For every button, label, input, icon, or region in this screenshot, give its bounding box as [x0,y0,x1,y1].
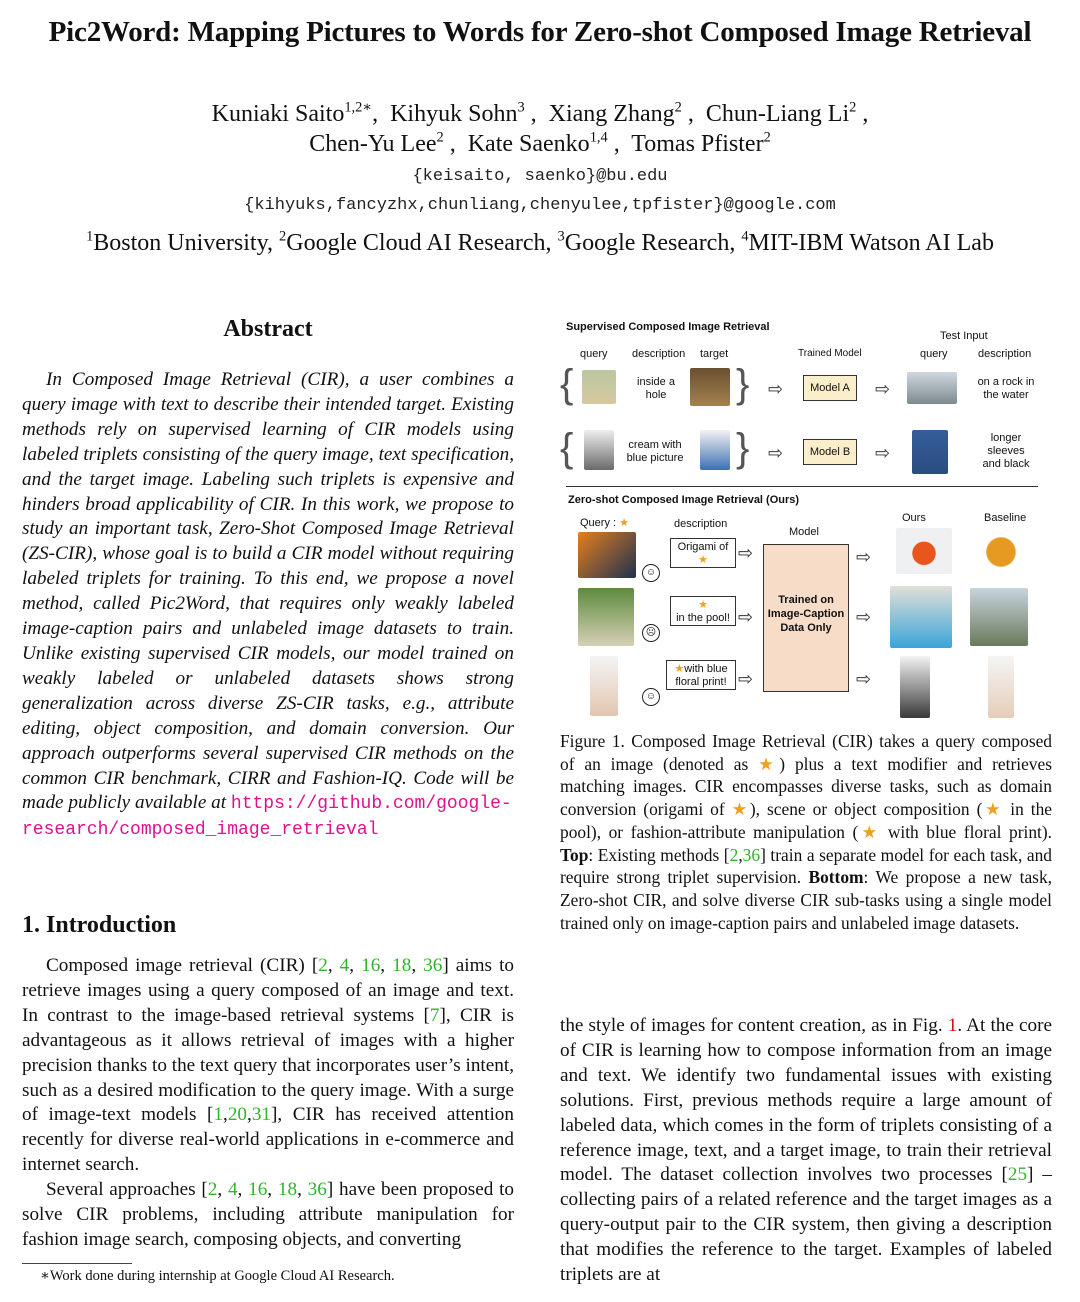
dog-baseline-image [970,588,1028,646]
arrow-icon: ⇨ [856,547,872,567]
fig-zs-description-label: description [674,518,728,530]
abstract-text: In Composed Image Retrieval (CIR), a user combines a query image with text to describe their intended target. Existing methods rely on supervised learning of CIR models using labeled triplets consisting of the query image, text specification, and the target image. Labeling such triplets is expensive and hinders broad applicability of CIR. In this work, we propose to study an important task, Zero-Shot Composed Image Retrieval (ZS-CIR), whose goal is to build a CIR model without requiring labeled triplets for training. To this end, we propose a novel method, called Pic2Word, that requires only weakly labeled image-caption pairs and unlabeled image datasets to train. Unlike existing supervised CIR models, our model trained on weakly labeled or unlabeled datasets shows strong generalization across diverse ZS-CIR tasks, e.g., attribute editing, object composition, and domain conversion. Our approach outperforms several supervised CIR methods on the common CIR benchmark, CIRR and Fashion-IQ. Code will be made publicly available at https://github.com/google- research/composed_image_retrieval [22,369,514,841]
section-heading-introduction: 1. Introduction [22,912,177,938]
star-icon: ★ [982,799,1004,820]
author: Xiang Zhang [548,101,675,127]
fig-col-description: description [632,348,686,360]
origami-result-image [896,528,952,574]
trained-model-box: Trained on Image-Caption Data Only [763,544,849,692]
star-icon: ★ [698,599,708,611]
fig-zs-query-label: Query : ★ [580,517,630,529]
dress-query-image [590,656,618,716]
arrow-icon: ⇨ [875,379,891,399]
fig-col-target: target [700,348,729,360]
goldfish-baseline-image [972,524,1030,580]
fig-supervised-title: Supervised Composed Image Retrieval [566,321,770,333]
row1-description: inside a hole [637,376,675,401]
arrow-icon: ⇨ [738,669,754,689]
dog-on-rock-image [907,372,957,404]
star-icon: ★ [619,517,630,529]
email-line-2: {kihyuks,fancyzhx,chunliang,chenyulee,tpfister}@google.com [244,196,836,215]
intro-paragraph-1: Composed image retrieval (CIR) [2, 4, 16, 18, 36] aims to retrieve images using a query composed of an image and text. In contrast to the image-based retrieval systems [7], CIR is advantageous as it allows retrieval of images with a higher precision thanks to the text query that incorporates user’s intent, such as a desired modification to the query image. With a surge of image-text models [1,20,31], CIR has received attention recently for diverse real-world applications in e-commerce and internet search. Several approaches [2, 4, 16, 18, 36] have been proposed to solve CIR problems, including attribute manipulation for fashion image search, composing objects, and converting [22,955,515,1250]
author-line-1: Kuniaki Saito$^{1,2∗}$, Kihyuk Sohn$^3$ , Xiang Zhang$^2$ , Chun-Liang Li$^2$ , [211,99,869,127]
brace-open: { [560,362,574,406]
user-face-icon: ☺ [642,564,660,582]
star-icon: ★ [698,554,708,566]
arrow-icon: ⇨ [738,543,754,563]
author-line-2: Chen-Yu Lee$^2$ , Kate Saenko$^{1,4}$ , Tomas Pfister$^2$ [309,129,771,157]
fig-zeroshot-title: Zero-shot Composed Image Retrieval (Ours) [568,494,800,506]
right-column-paragraph: the style of images for content creation, as in Fig. 1. At the core of CIR is learning how to compose information from an image and text. We identify two fundamental issues with existing solutions. First, previous methods require a large amount of labeled data, which comes in the form of triplets consisting of a reference image, text, and a target image, to train their retrieval model. The dataset collection involves two processes [25] – collecting pairs of a related reference and the target images as a query-output pair to the CIR system, then giving a description that modifies the reference to the target. Examples of labeled triplets are at [560,1015,1053,1286]
figure-divider [566,486,1038,487]
affiliations: $^1$Boston University, $^2$Google Cloud AI Research, $^3$Google Research, $^4$MIT-IBM Watson AI Lab [86,228,994,256]
brace-open: { [560,426,574,470]
fig-col-description-test: description [978,348,1032,360]
code-link[interactable]: https://github.com/google- research/composed_image_retrieval [22,794,512,841]
dog-pool-result-image [890,586,952,648]
author: Kate Saenko [467,131,590,157]
row2-description: cream with blue picture [626,439,684,464]
footnote: ∗Work done during internship at Google Cloud AI Research. [40,1268,395,1284]
arrow-icon: ⇨ [856,607,872,627]
star-icon: ★ [731,799,750,820]
abstract-heading: Abstract [223,316,313,342]
user-face-icon: ☺ [642,688,660,706]
fig-zs-ours-label: Ours [902,512,926,524]
star-icon: ★ [674,663,685,675]
author: Kihyuk Sohn [390,101,518,127]
arrow-icon: ⇨ [768,443,784,463]
paper-title: Pic2Word: Mapping Pictures to Words for Zero-shot Composed Image Retrieval [48,16,1032,48]
model-b-box: Model B [803,439,857,465]
longsleeve-image [912,430,948,474]
goldfish-image [578,532,636,578]
desc-box-pool: ★ in the pool! [670,596,736,626]
fig-col-query: query [580,348,608,360]
fig-col-query-test: query [920,348,948,360]
desc-box-floral: ★with blue floral print! [666,660,736,690]
floral-dress-result-image [900,656,930,718]
tshirt-image [584,430,614,470]
fig-test-input-label: Test Input [940,330,988,342]
star-icon: ★ [858,821,881,842]
arrow-icon: ⇨ [875,443,891,463]
author: Tomas Pfister [631,131,764,157]
desc-box-origami: Origami of ★ [670,538,736,568]
arrow-icon: ⇨ [856,669,872,689]
dog-image [582,370,616,404]
star-icon: ★ [758,753,780,774]
footnote-rule [22,1263,132,1264]
dress-baseline-image [988,656,1014,718]
author: Chun-Liang Li [705,101,850,127]
brace-close: } [736,426,750,470]
fig-zs-baseline-label: Baseline [984,512,1027,524]
arrow-icon: ⇨ [768,379,784,399]
author: Chen-Yu Lee [309,131,437,157]
arrow-icon: ⇨ [738,607,754,627]
brace-close: } [736,362,750,406]
dog-query-image [578,588,634,646]
figure-1 [560,312,1052,722]
model-a-box: Model A [803,375,857,401]
figure-caption: Figure 1. Composed Image Retrieval (CIR) takes a query composed of an image (denoted as ★) plus a text modifier and retrieves matching images. CIR encompasses diverse tasks, such as domain conversion (origami of ★), scene or object composition (★ in the pool), or fashion-attribute manipulation (★ with blue floral print). Top: Existing methods [2,36] train a separate model for each task, and require strong triplet supervision. Bottom: We propose a new task, Zero-shot CIR, and solve diverse CIR sub-tasks using a single model trained only on image-caption pairs and unlabeled image datasets. [560,731,1053,933]
fig-col-trained-model: Trained Model [798,348,862,359]
fig-zs-model-label: Model [789,526,819,538]
blue-tshirt-image [700,430,730,470]
author: Kuniaki Saito [211,101,345,127]
row1-test-description: on a rock in the water [977,376,1035,401]
user-face-icon: ☹ [642,624,660,642]
dog-in-hole-image [690,368,730,406]
row2-test-description: longer sleeves and black [982,432,1030,470]
email-line-1: {keisaito, saenko}@bu.edu [412,167,668,186]
